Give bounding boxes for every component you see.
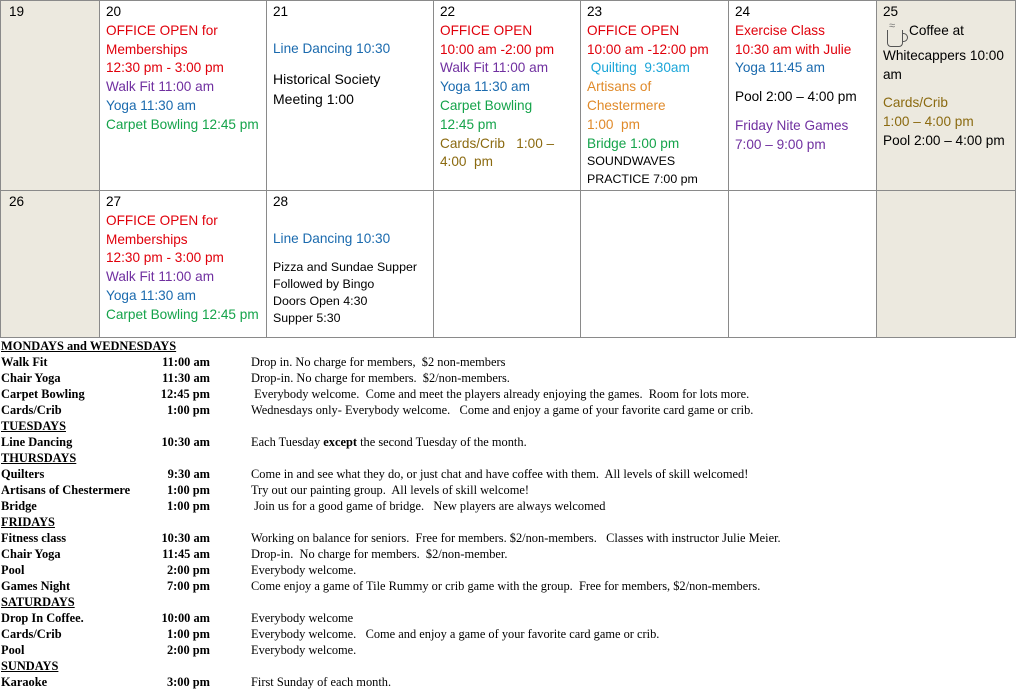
schedule-row: [0, 386, 1016, 402]
schedule-row: [0, 482, 1016, 498]
event-coffee: Coffee at: [909, 22, 964, 38]
activity-time: 3:00 pm: [166, 675, 210, 689]
activity-name: Cards/Crib: [1, 403, 62, 417]
event-line: Memberships: [106, 231, 188, 247]
day-events: [106, 212, 260, 325]
event-cards-crib: Cards/Crib: [883, 95, 948, 111]
activity-time: 9:30 am: [167, 467, 210, 481]
description-text: the second Tuesday of the month.: [357, 435, 527, 449]
activity-time: 12:45 pm: [160, 387, 210, 401]
schedule-row: [0, 354, 1016, 370]
event-supper: Pizza and Sundae Supper: [273, 259, 417, 274]
activity-name: Fitness class: [1, 531, 67, 545]
activity-time: 2:00 pm: [166, 643, 210, 657]
day-cell-25: [877, 1, 1016, 191]
day-number: 25: [883, 4, 899, 19]
activity-description: Come in and see what they do, or just chat and have coffee with them. All levels of skill welcomed!: [251, 467, 749, 481]
activity-description: [251, 434, 527, 450]
schedule-day-header: [0, 418, 1016, 434]
event-line: Memberships: [106, 41, 188, 57]
event-supper-time: Supper 5:30: [273, 311, 341, 326]
activity-time: 2:00 pm: [166, 563, 210, 577]
day-heading: FRIDAYS: [1, 515, 55, 529]
activity-description: Come enjoy a game of Tile Rummy or crib game with the group. Free for members, $2/non-members.: [251, 579, 761, 593]
schedule-row: [0, 530, 1016, 546]
event-office-open: OFFICE OPEN: [587, 22, 680, 38]
day-number: 24: [735, 4, 751, 19]
schedule-day-header: [0, 594, 1016, 610]
activity-time: 10:30 am: [161, 531, 210, 545]
event-cards-crib: Cards/Crib 1:00 –: [440, 135, 555, 151]
event-cards-crib-time: 4:00 pm: [440, 154, 493, 170]
event-friday-nite-games-time: 7:00 – 9:00 pm: [735, 136, 826, 152]
activity-description: Try out our painting group. All levels of skill welcome!: [251, 483, 529, 497]
schedule-row: [0, 562, 1016, 578]
calendar-week-row: [1, 191, 1016, 338]
schedule-row: [0, 434, 1016, 450]
event-office-open: OFFICE OPEN: [440, 22, 533, 38]
activity-name: Chair Yoga: [1, 371, 61, 385]
day-cell-empty: [434, 191, 581, 338]
day-number: 26: [9, 194, 25, 209]
event-artisans-name: Chestermere: [587, 97, 666, 113]
day-heading: MONDAYS and WEDNESDAYS: [1, 339, 177, 353]
day-cell-27: [100, 191, 267, 338]
activity-time: 7:00 pm: [166, 579, 210, 593]
day-cell-20: [100, 1, 267, 191]
activity-name: Line Dancing: [1, 435, 73, 449]
activity-description: Everybody welcome.: [251, 563, 357, 577]
coffee-cup-icon: [887, 30, 903, 47]
event-line: 12:30 pm - 3:00 pm: [106, 60, 224, 76]
schedule-row: [0, 546, 1016, 562]
event-line: 12:30 pm - 3:00 pm: [106, 250, 224, 266]
day-heading: SATURDAYS: [1, 595, 75, 609]
activity-name: Chair Yoga: [1, 547, 61, 561]
event-yoga: Yoga 11:30 am: [440, 79, 530, 95]
schedule-row: [0, 578, 1016, 594]
event-pool: Pool 2:00 – 4:00 pm: [883, 132, 1005, 148]
event-line: OFFICE OPEN for: [106, 22, 218, 38]
event-historical-society: Historical Society: [273, 70, 381, 87]
event-pool: Pool 2:00 – 4:00 pm: [735, 89, 857, 105]
event-line: Yoga 11:30 am: [106, 97, 196, 113]
activity-name: Bridge: [1, 499, 37, 513]
schedule-row: [0, 626, 1016, 642]
schedule-day-header: [0, 338, 1016, 354]
activity-description: Wednesdays only- Everybody welcome. Come and enjoy a game of your favorite card game or crib.: [251, 403, 754, 417]
activity-name: Karaoke: [1, 675, 48, 689]
day-cell-empty: [877, 191, 1016, 338]
day-cell-23: [581, 1, 729, 191]
event-coffee-place: Whitecappers 10:00: [883, 47, 1004, 63]
event-cards-crib-time: 1:00 – 4:00 pm: [883, 114, 974, 130]
event-office-hours: 10:00 am -2:00 pm: [440, 41, 555, 57]
event-soundwaves-time: PRACTICE 7:00 pm: [587, 171, 698, 186]
event-office-hours: 10:00 am -12:00 pm: [587, 41, 709, 57]
schedule-day-header: [0, 514, 1016, 530]
calendar-week-row: [1, 1, 1016, 191]
day-heading: SUNDAYS: [1, 659, 59, 673]
activity-description: Join us for a good game of bridge. New players are always welcomed: [251, 499, 606, 513]
emphasis-text: except: [323, 435, 357, 449]
event-yoga: Yoga 11:45 am: [735, 60, 825, 76]
activity-description: Everybody welcome. Come and enjoy a game of your favorite card game or crib.: [251, 627, 660, 641]
activity-time: 1:00 pm: [166, 403, 210, 417]
day-number: 22: [440, 4, 456, 19]
event-exercise-class: Exercise Class: [735, 22, 825, 38]
day-number: 20: [106, 4, 122, 19]
day-number: 28: [273, 194, 289, 209]
day-heading: TUESDAYS: [1, 419, 66, 433]
day-cell-21: [267, 1, 434, 191]
event-artisans: Artisans of: [587, 79, 652, 95]
event-exercise-class-time: 10:30 am with Julie: [735, 41, 852, 57]
day-number: 21: [273, 4, 289, 19]
activity-description: Everybody welcome.: [251, 643, 357, 657]
activity-time: 10:00 am: [161, 611, 210, 625]
event-line-dancing: Line Dancing 10:30: [273, 40, 391, 56]
activity-name: Pool: [1, 563, 25, 577]
day-cell-22: [434, 1, 581, 191]
activity-name: Walk Fit: [1, 355, 48, 369]
activity-time: 1:00 pm: [166, 483, 210, 497]
activity-time: 11:30 am: [162, 371, 210, 385]
event-historical-society-time: Meeting 1:00: [273, 90, 354, 107]
event-artisans-time: 1:00 pm: [587, 116, 640, 132]
event-line: Carpet Bowling 12:45 pm: [106, 116, 259, 132]
schedule-row: [0, 402, 1016, 418]
schedule-row: [0, 642, 1016, 658]
activity-name: Games Night: [1, 579, 71, 593]
activity-name: Artisans of Chestermere: [1, 483, 131, 497]
day-cell-24: [729, 1, 877, 191]
event-line: Walk Fit 11:00 am: [106, 269, 215, 285]
event-carpet-bowling-time: 12:45 pm: [440, 116, 497, 132]
description-text: Each Tuesday: [251, 435, 324, 449]
activity-description: Drop-in. No charge for members. $2/non-members.: [251, 371, 510, 385]
event-quilting: Quilting 9:30am: [587, 60, 690, 76]
schedule-row: [0, 610, 1016, 626]
event-line: Carpet Bowling 12:45 pm: [106, 306, 259, 322]
activity-name: Cards/Crib: [1, 627, 62, 641]
weekly-schedule: [0, 338, 1016, 690]
event-supper-doors: Doors Open 4:30: [273, 294, 368, 308]
event-line: Walk Fit 11:00 am: [106, 79, 215, 95]
activity-name: Pool: [1, 643, 25, 657]
event-line: OFFICE OPEN for: [106, 212, 218, 228]
event-line: Yoga 11:30 am: [106, 287, 196, 303]
activity-time: 1:00 pm: [166, 627, 210, 641]
activity-description: Everybody welcome: [251, 611, 354, 625]
activity-name: Carpet Bowling: [1, 387, 85, 401]
event-bridge: Bridge 1:00 pm: [587, 135, 680, 151]
day-cell-26: [1, 191, 100, 338]
day-cell-empty: [581, 191, 729, 338]
event-carpet-bowling: Carpet Bowling: [440, 97, 533, 113]
event-supper-bingo: Followed by Bingo: [273, 276, 375, 291]
schedule-row: [0, 466, 1016, 482]
event-walk-fit: Walk Fit 11:00 am: [440, 60, 549, 76]
day-number: 27: [106, 194, 122, 209]
event-line-dancing: Line Dancing 10:30: [273, 230, 391, 246]
schedule-row: [0, 498, 1016, 514]
activity-description: Everybody welcome. Come and meet the players already enjoying the games. Room for lots more.: [251, 387, 750, 401]
activity-description: Working on balance for seniors. Free for members. $2/non-members. Classes with instructor Julie Meier.: [251, 531, 781, 545]
activity-time: 11:00 am: [162, 355, 210, 369]
schedule-day-header: [0, 658, 1016, 674]
schedule-row: [0, 370, 1016, 386]
activity-description: First Sunday of each month.: [251, 675, 392, 689]
day-cell-28: [267, 191, 434, 338]
activity-name: Drop In Coffee.: [1, 611, 84, 625]
day-cell-empty: [729, 191, 877, 338]
calendar-grid: [0, 0, 1016, 338]
activity-description: Drop-in. No charge for members. $2/non-member.: [251, 547, 508, 561]
schedule-day-header: [0, 450, 1016, 466]
activity-description: Drop in. No charge for members, $2 non-members: [251, 355, 506, 369]
activity-time: 10:30 am: [161, 435, 210, 449]
activity-time: 11:45 am: [162, 547, 210, 561]
day-heading: THURSDAYS: [1, 451, 77, 465]
event-friday-nite-games: Friday Nite Games: [735, 117, 849, 133]
activity-name: Quilters: [1, 467, 45, 481]
day-cell-19: [1, 1, 100, 191]
activity-time: 1:00 pm: [166, 499, 210, 513]
event-coffee-time: am: [883, 66, 902, 82]
day-number: 23: [587, 4, 603, 19]
event-soundwaves: SOUNDWAVES: [587, 154, 676, 169]
day-events: [106, 22, 260, 135]
day-number: 19: [9, 4, 25, 19]
